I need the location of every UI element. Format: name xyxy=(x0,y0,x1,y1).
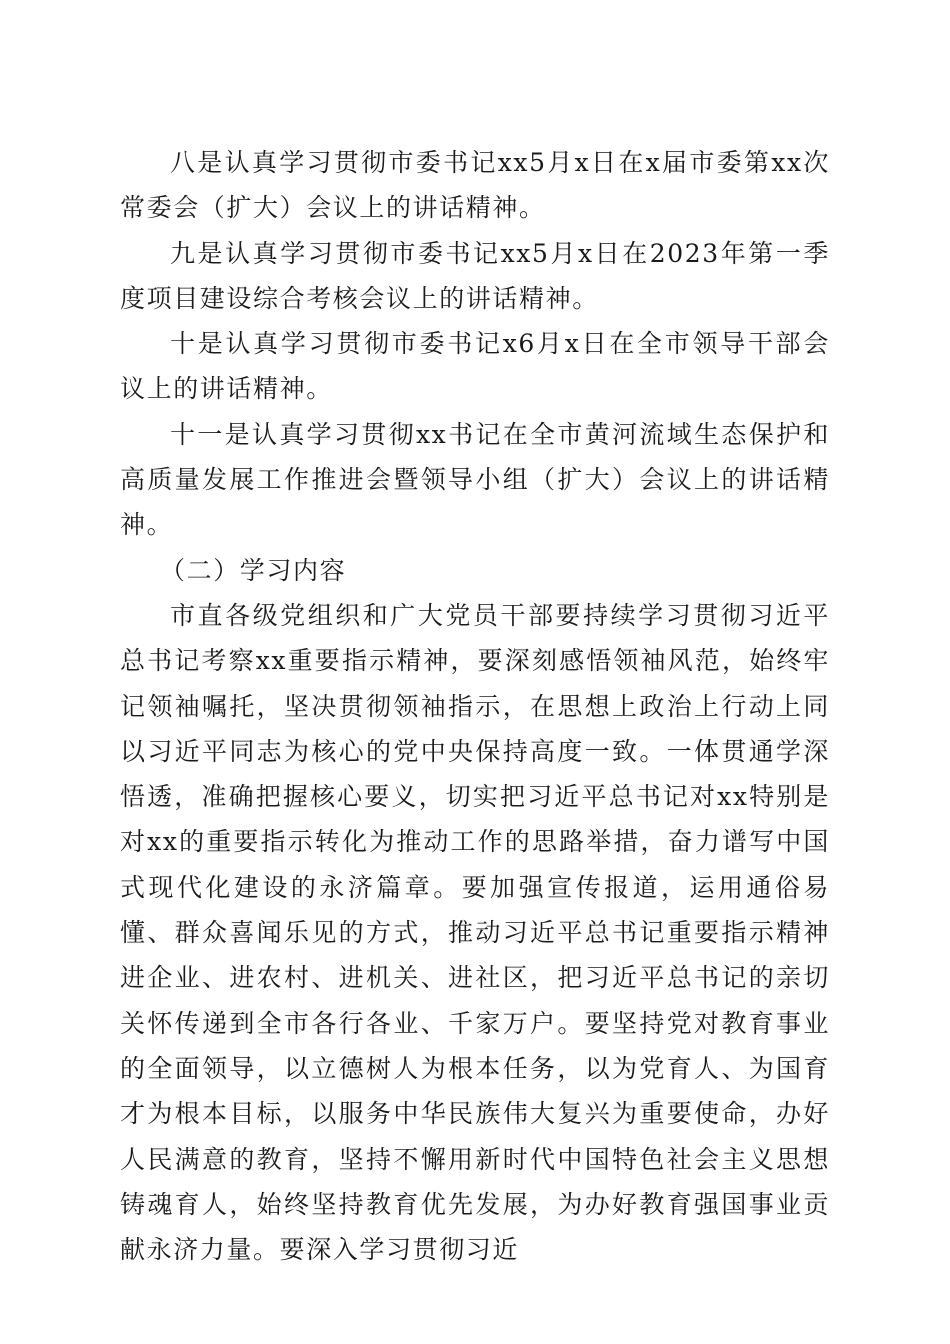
document-body xyxy=(120,140,830,1272)
paragraph-item-9: 九是认真学习贯彻市委书记xx5月x日在2023年第一季度项目建设综合考核会议上的讲话精神。 xyxy=(120,238,830,313)
paragraph-item-8: 八是认真学习贯彻市委书记xx5月x日在x届市委第xx次常委会（扩大）会议上的讲话精神。 xyxy=(120,148,830,223)
section-heading: （二）学习内容 xyxy=(160,555,347,585)
paragraph-item-11: 十一是认真学习贯彻xx书记在全市黄河流域生态保护和高质量发展工作推进会暨领导小组（扩大）会议上的讲话精神。 xyxy=(120,419,830,540)
body-paragraph: 市直各级党组织和广大党员干部要持续学习贯彻习近平总书记考察xx重要指示精神，要深刻感悟领袖风范，始终牢记领袖嘱托，坚决贯彻领袖指示，在思想上政治上行动上同以习近平同志为核心的党中央保持高度一致。一体贯通学深悟透，准确把握核心要义，切实把习近平总书记对xx特别是对xx的重要指示转化为推动工作的思路举措，奋力谱写中国式现代化建设的永济篇章。要加强宣传报道，运用通俗易懂、群众喜闻乐见的方式，推动习近平总书记重要指示精神进企业、进农村、进机关、进社区，把习近平总书记的亲切关怀传递到全市各行各业、千家万户。要坚持党对教育事业的全面领导，以立德树人为根本任务，以为党育人、为国育才为根本目标，以服务中华民族伟大复兴为重要使命，办好人民满意的教育，坚持不懈用新时代中国特色社会主义思想铸魂育人，始终坚持教育优先发展，为办好教育强国事业贡献永济力量。要深入学习贯彻习近 xyxy=(120,600,830,1265)
paragraph-item-10: 十是认真学习贯彻市委书记x6月x日在全市领导干部会议上的讲话精神。 xyxy=(120,329,830,404)
